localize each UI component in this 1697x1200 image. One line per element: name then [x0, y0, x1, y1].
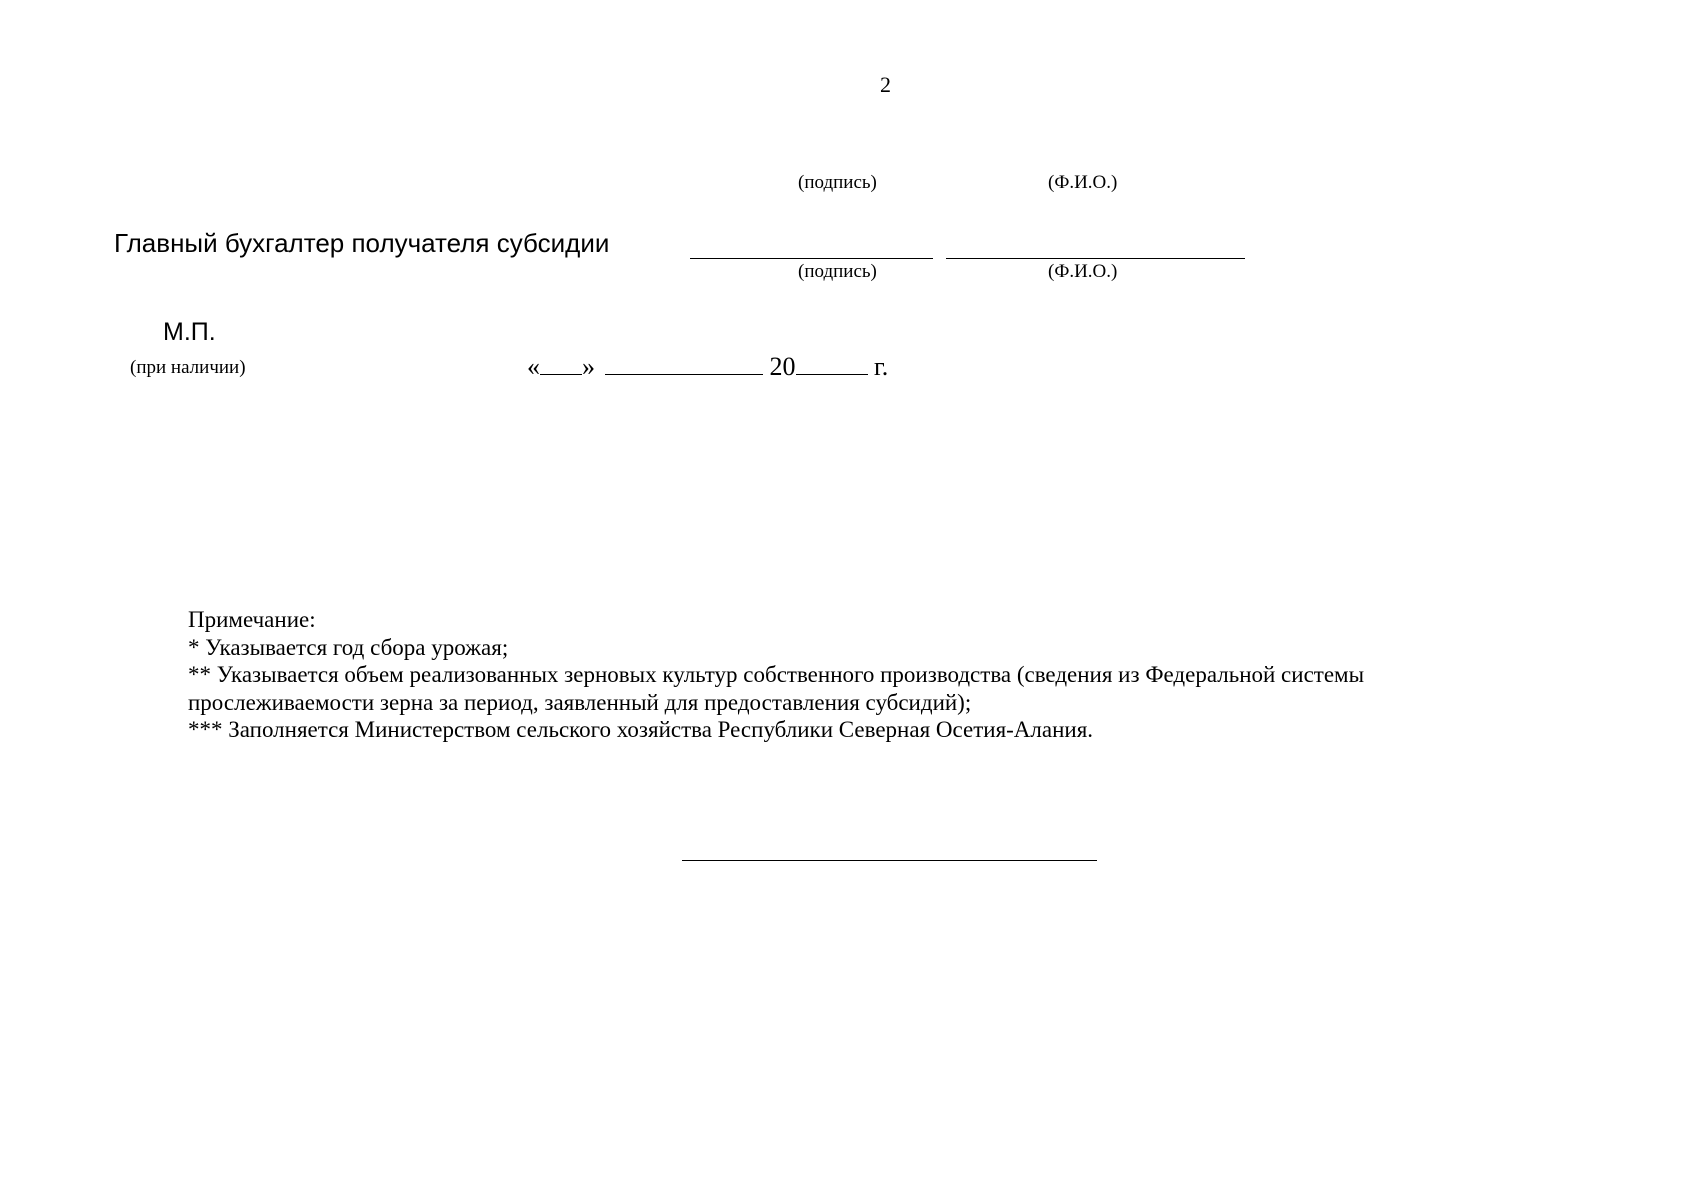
signature-line[interactable] — [690, 258, 933, 259]
notes-section — [188, 606, 1488, 744]
year-blank[interactable] — [796, 352, 868, 375]
stamp-label: М.П. — [163, 318, 216, 346]
fio-line[interactable] — [946, 258, 1245, 259]
note-line: * Указывается год сбора урожая; — [188, 634, 509, 660]
notes-title: Примечание: — [188, 607, 316, 632]
page-number: 2 — [880, 72, 891, 97]
note-line: ** Указывается объем реализованных зерновых культур собственного производства (сведения из Федеральной системы — [188, 662, 1365, 687]
date-close-quote: » — [582, 352, 595, 381]
year-suffix: г. — [874, 352, 889, 381]
note-line: *** Заполняется Министерством сельского хозяйства Республики Северная Осетия-Алания. — [188, 717, 1094, 742]
date-open-quote: « — [527, 352, 540, 381]
year-prefix: 20 — [769, 352, 796, 381]
fio-caption: (Ф.И.О.) — [1048, 172, 1118, 193]
chief-accountant-label: Главный бухгалтер получателя субсидии — [114, 228, 610, 258]
signature-caption: (подпись) — [798, 261, 877, 282]
note-line: прослеживаемости зерна за период, заявленный для предоставления субсидий); — [188, 689, 972, 715]
day-blank[interactable] — [540, 352, 582, 375]
fio-caption: (Ф.И.О.) — [1048, 261, 1118, 282]
month-blank[interactable] — [605, 352, 763, 375]
signature-caption: (подпись) — [798, 172, 877, 193]
closing-rule — [682, 860, 1097, 861]
date-field — [527, 352, 888, 382]
stamp-note: (при наличии) — [130, 357, 246, 378]
